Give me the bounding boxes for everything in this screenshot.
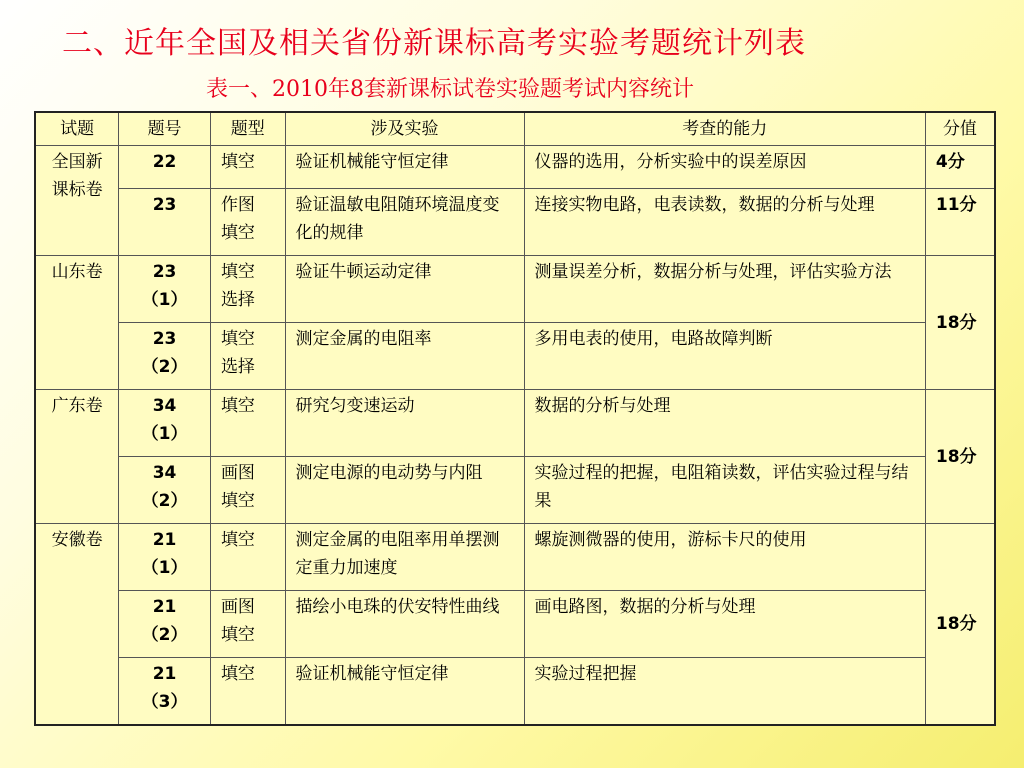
ability-cell: 数据的分析与处理 [524,390,925,457]
question-number: 23 [152,262,177,282]
question-type-cell: 填空 [210,146,285,189]
question-part: （2） [141,625,188,645]
header-question-number: 题号 [119,112,211,146]
question-number: 23 [152,195,177,215]
paper-cell: 安徽卷 [35,524,119,726]
table-caption: 表一、2010年8套新课标试卷实验题考试内容统计 [206,77,694,102]
question-number: 21 [152,597,177,617]
experiment-cell: 验证机械能守恒定律 [285,146,524,189]
paper-cell: 山东卷 [35,256,119,390]
score-cell: 11分 [925,189,995,256]
paper-cell: 广东卷 [35,390,119,524]
score-cell: 18分 [925,390,995,524]
score-cell: 18分 [925,524,995,726]
question-number-cell [119,591,211,658]
question-type-cell: 填空选择 [210,256,285,323]
table-row [35,524,995,591]
exam-statistics-table [34,111,996,726]
table-row [35,189,995,256]
table-row [35,146,995,189]
question-part: （1） [141,290,188,310]
experiment-cell: 验证温敏电阻随环境温度变化的规律 [285,189,524,256]
page-title: 二、近年全国及相关省份新课标高考实验考题统计列表 [62,26,806,61]
question-type-cell: 填空选择 [210,323,285,390]
question-number: 23 [152,329,177,349]
table-row [35,256,995,323]
table-row [35,390,995,457]
experiment-cell: 测定金属的电阻率 [285,323,524,390]
ability-cell: 测量误差分析，数据分析与处理，评估实验方法 [524,256,925,323]
question-number: 21 [152,664,177,684]
question-number-cell [119,256,211,323]
question-number: 21 [152,530,177,550]
ability-cell: 实验过程的把握，电阻箱读数，评估实验过程与结果 [524,457,925,524]
question-part: （2） [141,491,188,511]
table-row [35,457,995,524]
question-type-cell: 画图填空 [210,591,285,658]
question-number-cell [119,457,211,524]
question-type-cell: 填空 [210,390,285,457]
table-row [35,658,995,726]
question-type-cell: 画图填空 [210,457,285,524]
header-question-type: 题型 [210,112,285,146]
question-number: 22 [152,152,177,172]
question-number-cell [119,524,211,591]
ability-cell: 多用电表的使用，电路故障判断 [524,323,925,390]
experiment-cell: 描绘小电珠的伏安特性曲线 [285,591,524,658]
experiment-cell: 研究匀变速运动 [285,390,524,457]
header-paper: 试题 [35,112,119,146]
question-type-cell: 作图填空 [210,189,285,256]
question-number: 34 [152,463,177,483]
question-number-cell [119,390,211,457]
table-row [35,323,995,390]
ability-cell: 画电路图，数据的分析与处理 [524,591,925,658]
question-part: （3） [141,692,188,712]
header-score: 分值 [925,112,995,146]
question-number-cell [119,146,211,189]
ability-cell: 实验过程把握 [524,658,925,726]
paper-cell: 全国新课标卷 [35,146,119,256]
ability-cell: 连接实物电路，电表读数，数据的分析与处理 [524,189,925,256]
header-ability: 考查的能力 [524,112,925,146]
question-part: （1） [141,424,188,444]
question-part: （2） [141,357,188,377]
experiment-cell: 测定电源的电动势与内阻 [285,457,524,524]
ability-cell: 螺旋测微器的使用，游标卡尺的使用 [524,524,925,591]
table-row [35,591,995,658]
table-header-row [35,112,995,146]
question-number-cell [119,323,211,390]
question-type-cell: 填空 [210,658,285,726]
question-number: 34 [152,396,177,416]
score-cell: 18分 [925,256,995,390]
experiment-cell: 验证牛顿运动定律 [285,256,524,323]
score-cell: 4分 [925,146,995,189]
experiment-cell: 验证机械能守恒定律 [285,658,524,726]
question-type-cell: 填空 [210,524,285,591]
question-number-cell [119,658,211,726]
ability-cell: 仪器的选用，分析实验中的误差原因 [524,146,925,189]
question-part: （1） [141,558,188,578]
question-number-cell [119,189,211,256]
experiment-cell: 测定金属的电阻率用单摆测定重力加速度 [285,524,524,591]
header-experiment: 涉及实验 [285,112,524,146]
